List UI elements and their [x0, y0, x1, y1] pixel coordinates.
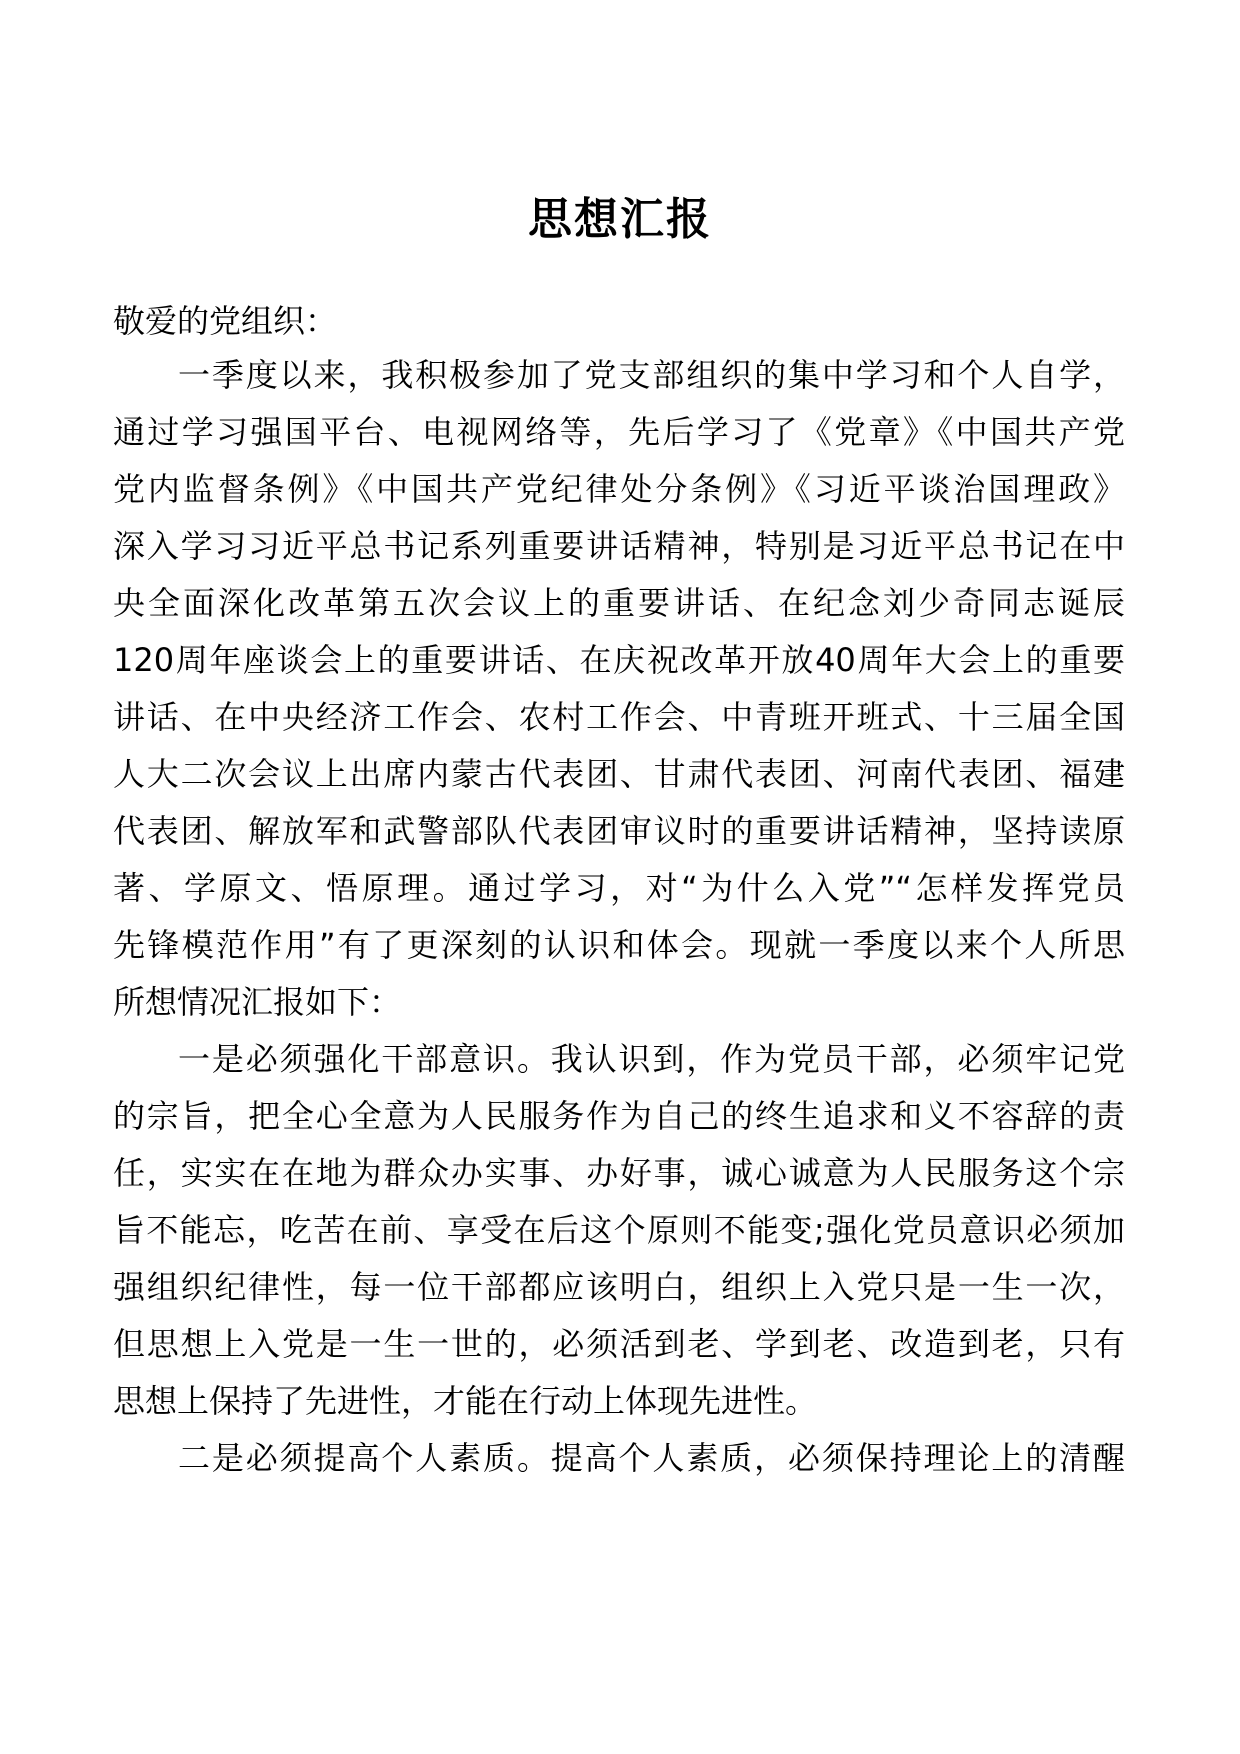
- body-line: 党内监督条例》《中国共产党纪律处分条例》《习近平谈治国理政》: [113, 470, 1125, 508]
- salutation: 敬爱的党组织：: [113, 302, 338, 340]
- body-line: 讲话、在中央经济工作会、农村工作会、中青班开班式、十三届全国: [113, 698, 1125, 736]
- body-line: 任，实实在在地为群众办实事、办好事，诚心诚意为人民服务这个宗: [113, 1154, 1125, 1192]
- body-line: 著、学原文、悟原理。通过学习，对“为什么入党”“怎样发挥党员: [113, 869, 1125, 907]
- document-title: 思想汇报: [528, 194, 712, 245]
- body-line: 通过学习强国平台、电视网络等，先后学习了《党章》《中国共产党: [113, 413, 1125, 451]
- body-line: 的宗旨，把全心全意为人民服务作为自己的终生追求和义不容辞的责: [113, 1097, 1125, 1135]
- body-line: 人大二次会议上出席内蒙古代表团、甘肃代表团、河南代表团、福建: [113, 755, 1125, 793]
- body-line: 深入学习习近平总书记系列重要讲话精神，特别是习近平总书记在中: [113, 527, 1125, 565]
- body-line: 强组织纪律性，每一位干部都应该明白，组织上入党只是一生一次，: [113, 1268, 1125, 1306]
- body-line: 央全面深化改革第五次会议上的重要讲话、在纪念刘少奇同志诞辰: [113, 584, 1125, 622]
- body-line: 120周年座谈会上的重要讲话、在庆祝改革开放40周年大会上的重要: [113, 641, 1125, 679]
- body-line: 一是必须强化干部意识。我认识到，作为党员干部，必须牢记党: [178, 1040, 1125, 1078]
- body-line: 一季度以来，我积极参加了党支部组织的集中学习和个人自学，: [178, 356, 1125, 394]
- body-line: 旨不能忘，吃苦在前、享受在后这个原则不能变;强化党员意识必须加: [113, 1211, 1125, 1249]
- body-line: 代表团、解放军和武警部队代表团审议时的重要讲话精神，坚持读原: [113, 812, 1125, 850]
- body-line: 所想情况汇报如下：: [113, 983, 402, 1021]
- body-line: 先锋模范作用”有了更深刻的认识和体会。现就一季度以来个人所思: [113, 926, 1125, 964]
- body-line: 但思想上入党是一生一世的，必须活到老、学到老、改造到老，只有: [113, 1325, 1125, 1363]
- body-line: 二是必须提高个人素质。提高个人素质，必须保持理论上的清醒: [178, 1439, 1125, 1477]
- body-line: 思想上保持了先进性，才能在行动上体现先进性。: [113, 1382, 818, 1420]
